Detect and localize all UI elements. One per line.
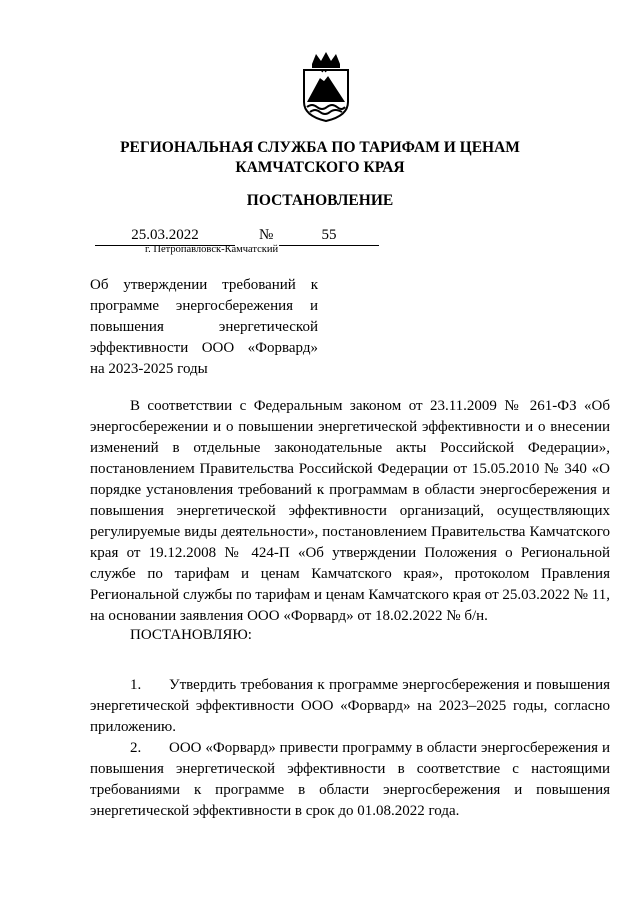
kamchatka-coat-of-arms-icon xyxy=(300,50,352,122)
item-text: ООО «Форвард» привести программу в области энергосбережения и повышения энергетической эффективности в соответствие с настоящими требованиями к программе в области энергосбережения и повышения энергетической эффективности в срок до 01.08.2022 года. xyxy=(90,740,610,819)
decree-items xyxy=(90,675,610,822)
subject-line: программе энергосбережения и xyxy=(90,298,318,314)
subject-line: эффективности ООО «Форвард» xyxy=(90,340,318,356)
subject-line: Об утверждении требований к xyxy=(90,277,318,293)
organization-title xyxy=(90,138,550,178)
document-type-heading: ПОСТАНОВЛЕНИЕ xyxy=(246,192,394,209)
organization-title-line-2: КАМЧАТСКОГО КРАЯ xyxy=(235,159,405,176)
item-number: 2. xyxy=(130,740,142,756)
document-subject xyxy=(90,275,318,380)
subject-line: на 2023-2025 годы xyxy=(90,361,208,377)
item-number: 1. xyxy=(130,677,142,693)
item-text: Утвердить требования к программе энергосбережения и повышения энергетической эффективности ООО «Форвард» на 2023–2025 годы, согласно приложению. xyxy=(90,677,610,735)
document-date: 25.03.2022 xyxy=(95,225,235,246)
decree-item xyxy=(90,738,610,822)
decree-item xyxy=(90,675,610,738)
subject-line: повышения энергетической xyxy=(90,319,318,335)
number-sign: № xyxy=(259,227,274,243)
preamble-paragraph: В соответствии с Федеральным законом от 23.11.2009 № 261-ФЗ «Об энергосбережении и о повышении энергетической эффективности и о внесении изменений в отдельные законодательные акты Российской Федерации», постановлением Правительства Российской Федерации от 15.05.2010 № 340 «О порядке установления требований к программам в области энергосбережения и повышения энергетической эффективности организаций, осуществляющих регулируемые виды деятельности», постановлением Правительства Камчатского края от 19.12.2008 № 424-П «Об утверждении Положения о Региональной службе по тарифам и ценам Камчатского края», протоколом Правления Региональной службы по тарифам и ценам Камчатского края от 25.03.2022 № 11, на основании заявления ООО «Форвард» от 18.02.2022 № б/н. xyxy=(90,398,610,624)
document-number: 55 xyxy=(279,225,379,246)
document-city: г. Петропавловск-Камчатский xyxy=(145,244,279,255)
decree-word: ПОСТАНОВЛЯЮ: xyxy=(130,627,252,643)
organization-title-line-1: РЕГИОНАЛЬНАЯ СЛУЖБА ПО ТАРИФАМ И ЦЕНАМ xyxy=(120,139,520,156)
